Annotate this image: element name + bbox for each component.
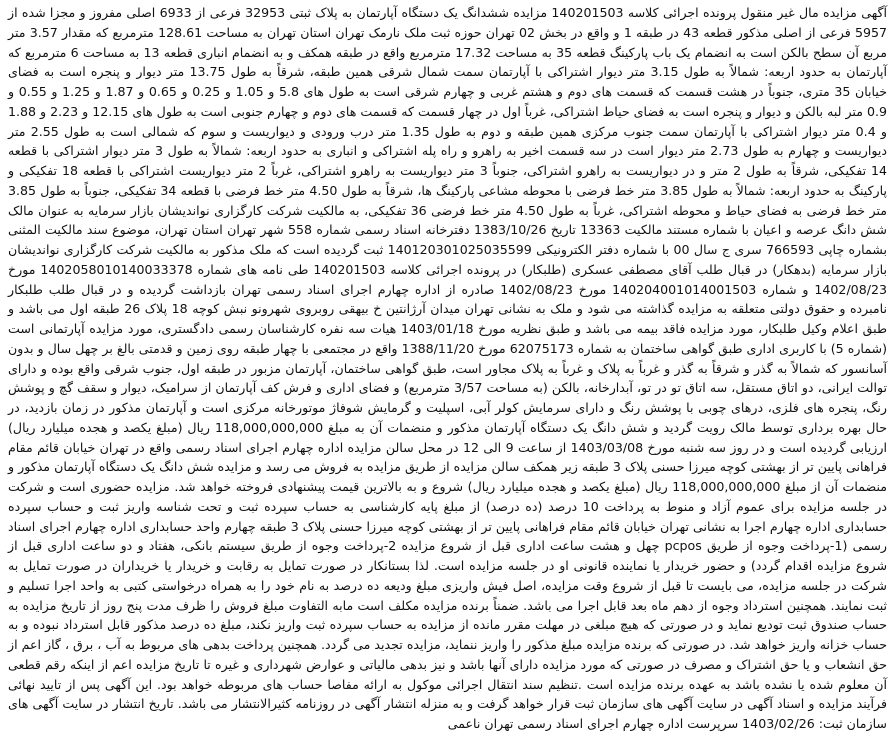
auction-notice-text: آگهی مزایده مال غیر منقول پرونده اجرائی کلاسه 140201503 مزایده ششدانگ یک دستگاه آپارتمان به پلاک ثبتی 32953 فرعی از 6933 اصلی مفروز و مجزا شده از 5957 فرعی از اصلی مذکور قطعه 43 در طبقه 1 و واقع در بخش 02 تهران حوزه ثبت ملک نارمک تهران استان تهران به مساحت 128.61 مترمربع که مقدار 3.57 متر مربع آن سطح بالکن است به انضمام یک باب پارکینگ قطعه 35 به مساحت 17.32 مترمربع واقع در طبقه همکف و به انضمام انباری قطعه 13 به مساحت 6 مترمربع که آپارتمان به حدود اربعه: شمالاً به طول 3.15 متر دیوار اشتراکی با آپارتمان سمت شمال شرقی همین طبقه، شرقاً به طول 13.75 متر دیوار و پنجره است به فضای خیابان 35 متری، جنوباً در هشت قسمت که قسمت های دوم و هشتم غربی و چهارم شرقی است به طول های 5.8 و 1.05 و 0.25 و 0.65 و 1.87 و 1.25 و 0.55 و 0.9 متر لبه بالکن و دیوار و پنجره است به فضای حیاط اشتراکی، غرباً اول در چهار قسمت که قسمت های دوم و چهارم جنوبی است به طول های 12.15 و 2.23 و 1.88 و 0.4 متر دیوار اشتراکی با آپارتمان سمت جنوب مرکزی همین طبقه و دوم به طول 1.35 متر درب ورودی و دیواریست و سوم که شمالی است به طول 2.55 متر دیواریست و چهارم به طول 2.73 متر دیوار است در سه قسمت اخیر به راهرو و راه پله اشتراکی و انباری به حدود اربعه: شمالاً به طول 3 متر دیوار اشتراکی با قطعه 14 تفکیکی، شرقاً به طول 2 متر و در دیواریست به راهرو اشتراکی، جنوباً 3 متر دیواریست به راهرو اشتراکی، غرباً 2 متر دیواریست اشتراکی با قطعه 18 تفکیکی و پارکینگ به حدود اربعه: شمالاً به طول 3.85 متر خط فرضی با محوطه مشاعی پارکینگ ها، شرقاً به طول 4.50 متر خط فرضی با قطعه 34 تفکیکی، جنوباً به طول 3.85 متر خط فرضی به فضای حیاط و محوطه اشتراکی، غرباً به طول 4.50 متر خط فرضی 36 تفکیکی، به مالکیت شرکت کارگزاری نواندیشان بازار سرمایه به عنوان مالک شش دانگ عرصه و اعیان با شماره مستند مالکیت 13363 تاریخ 1383/10/26 دفترخانه اسناد رسمی شماره 558 شهر تهران استان تهران، موضوع سند مالکیت المثنی بشماره چاپی 766593 سری ج سال 00 با شماره دفتر الکترونیکی 140120301025035599 ثبت گردیده است که ملک مذکور به مالکیت شرکت کارگزاری نواندیشان بازار سرمایه (بدهکار) در قبال طلب آقای مصطفی عسکری (طلبکار) در پرونده اجرائی کلاسه 140201503 طی نامه های شماره 1402058010140033378 مورخ 1402/08/23 و شماره 140204001014001503 مورخ 1402/08/23 صادره از اداره چهارم اجرای اسناد رسمی تهران بازداشت گردیده و در قبال طلب طلبکار نامبرده و حقوق دولتی متعلقه به مزایده گذاشته می شود و ملک به نشانی تهران میدان آرژانتین خ بیهقی روبروی شهرونو نبش کوچه 18 پلاک 26 طبقه اول می باشد و طبق اعلام وکیل طلبکار، مورد مزایده فاقد بیمه می باشد و طبق نظریه مورخ 1403/01/18 هیات سه نفره کارشناسان رسمی دادگستری، مورد مزایده آپارتمانی است (شماره 5) با کاربری اداری طبق گواهی ساختمان به شماره 62075173 مورخ 1388/11/20 واقع در مجتمعی با چهار طبقه روی زمین و قدمتی بالغ بر چهل سال و بدون آسانسور که شمالاً به گذر و شرقاً به گذر و غرباً به پلاک و غرباً به پلاک مجاور است، طبق گواهی ساختمان، آپارتمان مزبور در طبقه اول، جنوب شرقی واقع بوده و دارای توالت ایرانی، دو اتاق مستقل، سه اتاق تو در تو، آبدارخانه، بالکن (به مساحت 3/57 مترمربع) و فضای اداری و فرش کف آپارتمان از سرامیک، دیوار و سقف گچ و پوشش رنگ، پنجره های فلزی، درهای چوبی با پوشش رنگ و دارای سرمایش کولر آبی، اسپلیت و گرمایش شوفاژ موتورخانه مرکزی است و آپارتمان مذکور در زمان بازدید، در حال بهره برداری توسط مالک رویت گردید و شش دانگ یک دستگاه آپارتمان مذکور و منضمات آن به مبلغ 118,000,000,000 ریال (مبلغ یکصد و هجده میلیارد ریال) ارزیابی گردیده است و در روز سه شنبه مورخ 1403/03/08 از ساعت 9 الی 12 در محل سالن مزایده اداره چهارم اجرای اسناد رسمی واقع در تهران خیابان قائم مقام فراهانی پایین تر از بهشتی کوچه میرزا حسنی پلاک 3 طبقه زیر همکف سالن مزایده از طریق مزایده به فروش می رسد و مزایده شش دانگ یک دستگاه آپارتمان مذکور و منضمات آن از مبلغ 118,000,000,000 ریال (مبلغ یکصد و هجده میلیارد ریال) شروع و به بالاترین قیمت پیشنهادی فروخته خواهد شد. مزایده حضوری است و شرکت در جلسه مزایده برای عموم آزاد و منوط به پرداخت 10 درصد (ده درصد) از مبلغ پایه کارشناسی به حساب سپرده ثبت و تحت شناسه واریز ثبت و حساب سپرده حسابداری اداره چهارم اجرا به نشانی تهران خیابان قائم مقام فراهانی پایین تر از بهشتی کوچه میرزا حسنی پلاک 3 طبقه چهارم واحد حسابداری اداره چهارم اجرای اسناد رسمی (1-پرداخت وجوه از طریق pcpos چهل و هشت ساعت اداری قبل از شروع مزایده 2-پرداخت وجوه از طریق سیستم بانکی، هفتاد و دو ساعت اداری قبل از شروع مزایده اقدام گردد) و حضور خریدار یا نماینده قانونی او در جلسه مزایده است. لذا بستانکار در صورت تمایل به رقابت و خریدار یا خریداران در صورت تمایل به شرکت در جلسه مزایده، می بایست تا قبل از شروع وقت مزایده، اصل فیش واریزی مبلغ ودیعه ده درصد به نام خود را به همراه درخواستی کتبی به واحد اجرا تسلیم و ثبت نمایند. همچنین استرداد وجوه از دهم ماه بعد قابل اجرا می باشد. ضمناً برنده مزایده مکلف است مابه التفاوت مبلغ فروش را ظرف مدت پنج روز از تاریخ مزایده به حساب صندوق ثبت تودیع نماید و در صورتی که هیچ مبلغی در مهلت مقرر مانده از مزایده به حساب سپرده ثبت واریز نکند، مبلغ ده درصد مذکور قابل استرداد نبوده و به حساب خزانه واریز خواهد شد. در صورتی که برنده مزایده مبلغ مذکور را واریز ننماید، مزایده تجدید می گردد. همچنین پرداخت بدهی های مربوط به آب ، برق ، گاز اعم از حق انشعاب و یا حق اشتراک و مصرف در صورتی که مورد مزایده دارای آنها باشد و نیز بدهی مالیاتی و عوارض شهرداری و غیره تا تاریخ مزایده اعم از اینکه رقم قطعی آن معلوم شده یا نشده باشد به عهده برنده مزایده است .تنظیم سند انتقال اجرائی موکول به ارائه مفاصا حساب های مربوطه خواهد بود. این آگهی پس از تایید نهائی فرآیند مزایده و اسناد آگهی در سایت آگهی های سازمان ثبت قرار خواهد گرفت و به منزله انتشار آگهی در روزنامه کثیرالانتشار می باشد. تاریخ انتشار در سایت آگهی های سازمان ثبت: 1403/02/26 سرپرست اداره چهارم اجرای اسناد رسمی تهران ناعمی	[7, 5, 888, 731]
